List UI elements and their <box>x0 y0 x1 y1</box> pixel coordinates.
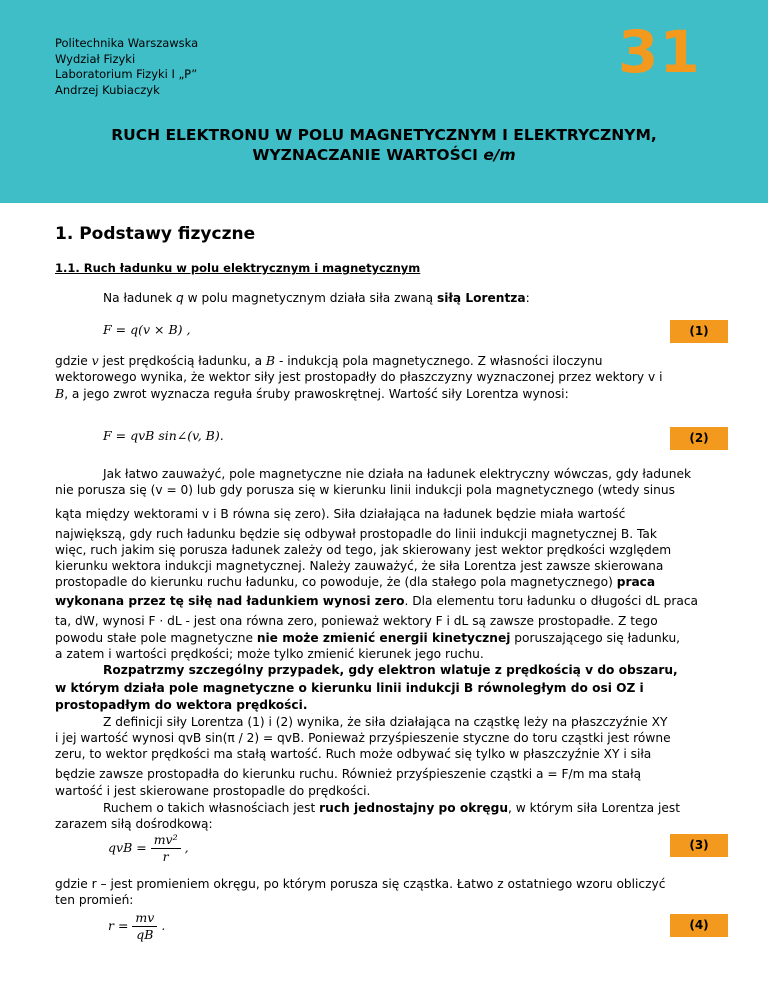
bold-span: ruch jednostajny po okręgu <box>319 801 509 815</box>
term-lorentz: siłą Lorentza <box>436 291 526 305</box>
text-span: w polu magnetycznym działa siła zwaną <box>183 291 437 305</box>
equation-number-4: (4) <box>670 914 728 937</box>
title-line2 <box>0 145 768 165</box>
equation-3 <box>108 832 189 865</box>
equation-4 <box>108 910 165 943</box>
fraction-denominator: qB <box>136 927 154 942</box>
text-span: Ruchem o takich własnościach jest <box>103 801 320 815</box>
paragraph-line: Jak łatwo zauważyć, pole magnetyczne nie działa na ładunek elektryczny wówczas, gdy ładunek <box>103 467 692 481</box>
institution-line: Laboratorium Fizyki I „P” <box>55 67 198 81</box>
paragraph-line <box>103 800 680 816</box>
eq-lhs: qvB = <box>108 840 147 855</box>
paragraph-line: nie porusza się (v = 0) lub gdy porusza się w kierunku linii indukcji pola magnetycznego (wtedy sinus <box>55 483 675 497</box>
equation-2: F = qvB sin∠(v, B). <box>103 428 224 443</box>
bold-span: praca <box>616 575 656 589</box>
author-line: Andrzej Kubiaczyk <box>55 82 160 97</box>
fraction-numerator: mv <box>132 910 157 927</box>
paragraph-line: ta, dW, wynosi F · dL - jest ona równa zero, ponieważ wektory F i dL są zawsze prostopadłe. Z tego <box>55 614 658 628</box>
symbol-v: v <box>91 353 99 368</box>
paragraph-line: w którym działa pole magnetyczne o kierunku linii indukcji B równoległym do osi OZ i <box>55 681 644 695</box>
fraction <box>151 832 181 865</box>
eq-tail: , <box>184 840 189 855</box>
equation-number-2: (2) <box>670 427 728 450</box>
header-band <box>0 0 768 203</box>
symbol-B: B <box>265 353 276 368</box>
institution-line: Politechnika Warszawska <box>55 36 199 50</box>
chapter-number: 31 <box>618 18 701 86</box>
text-span: jest prędkością ładunku, a <box>98 354 266 368</box>
paragraph-line: więc, ruch jakim się porusza ładunek zależy od tego, jak skierowany jest wektor prędkości względem <box>55 543 672 557</box>
text-span: : <box>525 291 530 305</box>
paragraph-line: ten promień: <box>55 893 134 907</box>
text-span: . Dla elementu toru ładunku o długości dL praca <box>404 594 698 608</box>
paragraph-line: największą, gdy ruch ładunku będzie się odbywał prostopadle do linii indukcji magnetycznej B. Tak <box>55 527 657 541</box>
paragraph-line: gdzie r – jest promieniem okręgu, po którym porusza się cząstka. Łatwo z ostatniego wzoru obliczyć <box>55 877 666 891</box>
text-span: , a jego zwrot wyznacza reguła śruby prawoskrętnej. Wartość siły Lorentza wynosi: <box>64 387 569 401</box>
paragraph-line <box>55 630 680 646</box>
text-span: - indukcją pola magnetycznego. Z własności iloczynu <box>275 354 603 368</box>
bold-span: wykonana przez tę siłę nad ładunkiem wynosi zero <box>55 594 405 608</box>
section-heading: 1. Podstawy fizyczne <box>55 224 256 244</box>
paragraph-intro <box>103 290 530 306</box>
eq-tail: . <box>161 918 166 933</box>
paragraph-line: prostopadłym do wektora prędkości. <box>55 698 308 712</box>
paragraph-line: i jej wartość wynosi qvB sin(π / 2) = qvB. Ponieważ przyśpieszenie styczne do toru cząstki jest równe <box>55 731 671 745</box>
bold-span: nie może zmienić energii kinetycznej <box>256 631 511 645</box>
text-span: , w którym siła Lorentza jest <box>508 801 680 815</box>
paragraph-line: wektorowego wynika, że wektor siły jest prostopadły do płaszczyzny wyznaczonej przez wektory v i <box>55 370 663 384</box>
institution-block <box>55 36 198 98</box>
paragraph-line: a zatem i wartości prędkości; może tylko zmienić kierunek jego ruchu. <box>55 647 484 661</box>
title-em: e/m <box>483 146 516 164</box>
paragraph-line: wartość i jest skierowane prostopadle do prędkości. <box>55 784 371 798</box>
paragraph-line: będzie zawsze prostopadła do kierunku ruchu. Również przyśpieszenie cząstki a = F/m ma stałą <box>55 767 642 781</box>
text-span: prostopadle do kierunku ruchu ładunku, co powoduje, że (dla stałego pola magnetycznego) <box>55 575 617 589</box>
paragraph-line: Z definicji siły Lorentza (1) i (2) wynika, że siła działająca na cząstkę leży na płaszczyźnie XY <box>103 715 668 729</box>
equation-1: F = q(v × B) , <box>103 322 191 337</box>
symbol-q: q <box>176 291 184 305</box>
equation-number-1: (1) <box>670 320 728 343</box>
paragraph-line: zarazem siłą dośrodkową: <box>55 817 213 831</box>
title-line2-main: WYZNACZANIE WARTOŚCI <box>252 146 484 164</box>
paragraph-line: zeru, to wektor prędkości ma stałą wartość. Ruch może odbywać się tylko w płaszczyźnie XY i siła <box>55 747 652 761</box>
fraction-denominator: r <box>162 849 169 864</box>
fraction <box>132 910 157 943</box>
institution-line: Wydział Fizyki <box>55 51 136 66</box>
text-span: powodu stałe pole magnetyczne <box>55 631 257 645</box>
paragraph-line <box>55 386 569 402</box>
paragraph-line: kąta między wektorami v i B równa się zero). Siła działająca na ładunek będzie miała wartość <box>55 507 626 521</box>
fraction-numerator: mv² <box>151 832 181 849</box>
paragraph-line: kierunku wektora indukcji magnetycznej. Należy zauważyć, że siła Lorentza jest zawsze skierowana <box>55 559 664 573</box>
paragraph-line <box>55 574 655 590</box>
paragraph-line <box>55 593 698 609</box>
paragraph-line <box>55 353 603 369</box>
subsection-heading: 1.1. Ruch ładunku w polu elektrycznym i magnetycznym <box>55 261 421 275</box>
paragraph-line: Rozpatrzmy szczególny przypadek, gdy elektron wlatuje z prędkością v do obszaru, <box>103 663 678 677</box>
text-span: Na ładunek <box>103 291 177 305</box>
page-title <box>0 125 768 165</box>
title-line1: RUCH ELEKTRONU W POLU MAGNETYCZNYM I ELEKTRYCZNYM, <box>111 126 657 144</box>
eq-lhs: r = <box>108 918 129 933</box>
text-span: gdzie <box>55 354 92 368</box>
equation-number-3: (3) <box>670 834 728 857</box>
symbol-B: B <box>55 386 65 401</box>
text-span: poruszającego się ładunku, <box>510 631 681 645</box>
